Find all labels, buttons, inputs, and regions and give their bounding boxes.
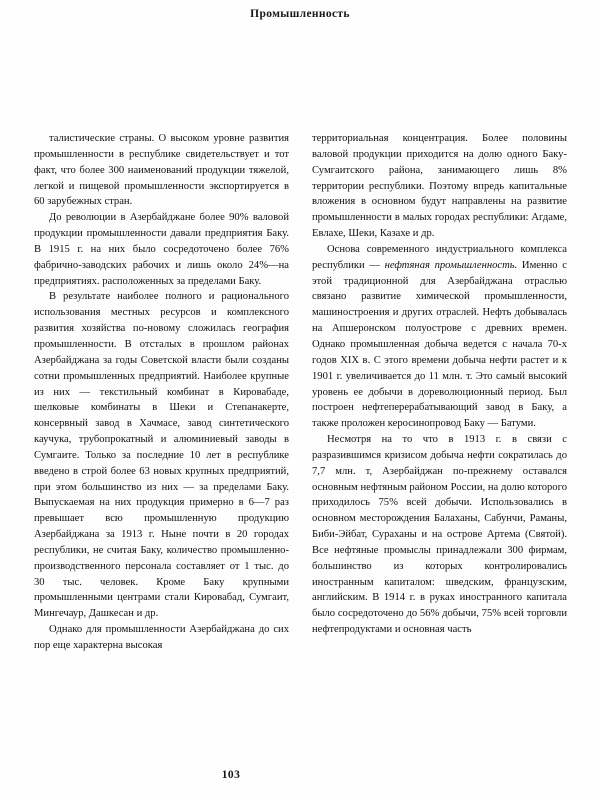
two-column-body [34, 131, 567, 743]
running-head: Промышленность [250, 8, 350, 20]
paragraph-right-2-lead: Основа современного индустриального комплекса республики — [312, 243, 567, 271]
paragraph-left-4: Однако для промышленности Азербайджана до сих пор еще характерна высокая [34, 624, 289, 651]
page-number: 103 [221, 769, 241, 781]
oil-industry-italic-term: нефтяная промышленность. [384, 259, 518, 271]
left-column [34, 131, 289, 743]
page-folio [0, 769, 600, 781]
paragraph-right-1-continuation: территориальная концентрация. Более половины валовой продукции приходится на долю одного Баку-Сумгаитского района, занимающего лишь 8% территории республики. Поэтому впредь капитальные вложения в основном будут направлены на развитие промышленности в малых городах республики: Агдаме, Евлахе, Шеки, Казахе и др. [312, 133, 567, 240]
paragraph-left-3: В результате наиболее полного и рационального использования местных ресурсов и комплексного развития хозяйства по-новому сложилась география промышленности. В отсталых в прошлом районах Азербайджана за годы Советской власти были созданы сотни промышленных предприятий. Наиболее крупные из них — текстильный комбинат в Кировабаде, шелковые комбинаты в Шеки и Степанакерте, консервный завод в Хачмасе, завод синтетического каучука, трубопрокатный и алюминиевый заводы в Сумгаите. Только за последние 10 лет в республике введено в строй более 63 новых крупных предприятий, при этом большинство из них — за пределами Баку. Выпускаемая на них продукция примерно в 6—7 раз превышает всю промышленную продукцию Азербайджана за 1913 г. Ныне почти в 20 городах республики, не считая Баку, количество промышленно-производственного персонала составляет от 1 тыс. до 30 тыс. человек. Кроме Баку крупными промышленными центрами стали Кировабад, Сумгаит, Мингечаур, Дашкесан и др. [34, 291, 289, 620]
paragraph-left-1: талистические страны. О высоком уровне развития промышленности в республике свидетельствует и тот факт, что более 300 наименований продукции тяжелой, легкой и пищевой промышленности экспортируется в 60 зарубежных стран. [34, 133, 289, 208]
paragraph-left-2: До революции в Азербайджане более 90% валовой продукции промышленности давали предприятия Баку. В 1915 г. на них было сосредоточено более 76% фабрично-заводских рабочих и лишь около 24%—на предприятиях. расположенных за пределами Баку. [34, 212, 289, 287]
paragraph-right-3: Несмотря на то что в 1913 г. в связи с разразившимся кризисом добыча нефти сократилась до 7,7 млн. т, Азербайджан по-прежнему оставался основным нефтяным районом России, на долю которого приходилось 75% всей добычи. Использовались в основном месторождения Балаханы, Сабунчи, Раманы, Биби-Эйбат, Сураханы и на острове Артема (Святой). Все нефтяные промыслы принадлежали 300 фирмам, большинство из которых контролировались иностранным капиталом: шведским, французским, английским. В 1914 г. в руках иностранного капитала было сосредоточено до 56% добычи, 75% всей торговли нефтепродуктами и основная часть [312, 434, 567, 636]
paragraph-right-2-tail: Именно с этой традиционной для Азербайджана отраслью связано развитие химической промышленности, машиностроения и других отраслей. Нефть добывалась на Апшеронском полуострове с древних времен. Однако промышленная добыча ведется с начала 70-х годов XIX в. С этого времени добыча нефти растет и к 1901 г. увеличивается до 11 млн. т. Это самый высокий уровень ее добычи в дореволюционный период. Был построен нефтеперерабатывающий завод в Баку, а также проложен керосинопровод Баку — Батуми. [312, 259, 567, 430]
paragraph-right-2 [312, 242, 567, 432]
right-column [312, 131, 567, 743]
